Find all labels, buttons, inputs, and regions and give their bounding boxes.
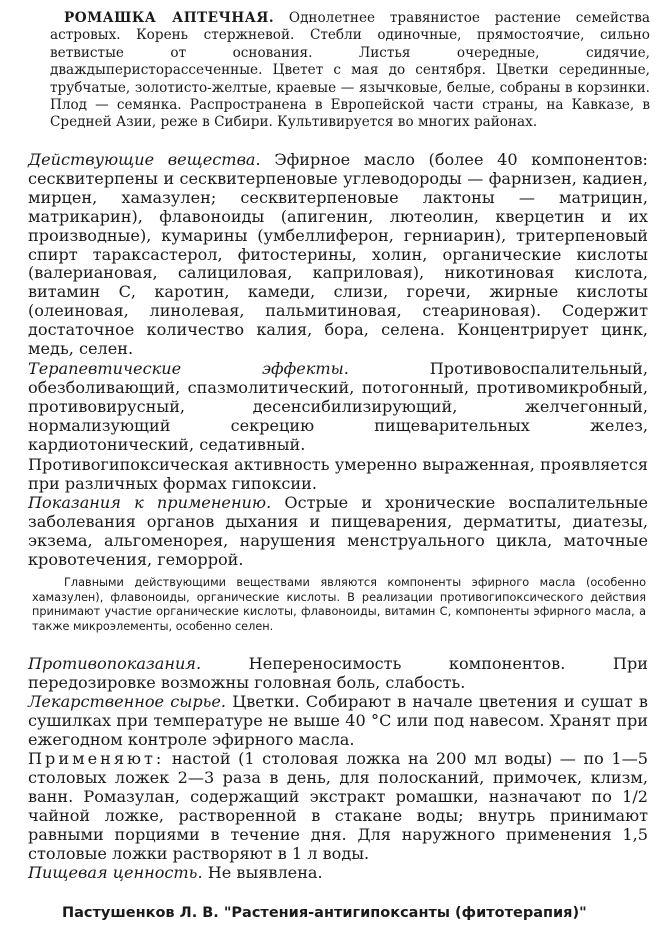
usage-heading: Применяют: — [28, 749, 165, 768]
contraindications-paragraph — [28, 655, 648, 693]
usage-text: настой (1 столовая ложка на 200 мл воды) — по 1—5 столовых ложек 2—3 раза в день, для полосканий, примочек, клизм, ванн. Ромазулан, содержащий экстракт ромашки, назначают по 1/2 чайной ложке, растворенной в стакане воды; внутрь принимают равными порциями в течение дня. Для наружного применения 1,5 столовые ложки растворяют в 1 л воды. — [28, 749, 648, 863]
intro-paragraph — [50, 10, 650, 132]
plant-title: РОМАШКА АПТЕЧНАЯ. — [64, 10, 275, 26]
therapeutic-effects-heading: Терапевтические эффекты. — [28, 359, 349, 378]
source-caption: Пастушенков Л. В. "Растения-антигипоксанты (фитотерапия)" — [62, 905, 587, 921]
therapeutic-effects-paragraph — [28, 360, 648, 455]
indications-paragraph — [28, 494, 648, 570]
contraindications-text: Непереносимость компонентов. При передозировке возможны головная боль, слабость. — [28, 654, 648, 692]
usage-paragraph — [28, 750, 648, 863]
note-paragraph — [32, 576, 646, 634]
contraindications-heading: Противопоказания. — [28, 654, 202, 673]
indications-heading: Показания к применению. — [28, 493, 272, 512]
antihypoxic-paragraph — [28, 456, 648, 494]
therapeutic-effects-text: Противовоспалительный, обезболивающий, спазмолитический, потогонный, противомикробный, противовирусный, десенсибилизирующий, желчегонный, нормализующий секрецию пищеварительных желез, кардиотонический, седативный. — [28, 359, 648, 454]
food-value-text: Не выявлена. — [207, 863, 323, 882]
active-substances-heading: Действующие вещества. — [28, 150, 261, 169]
raw-material-text: Цветки. Собирают в начале цветения и сушат в сушилках при температуре не выше 40 °С или под навесом. Хранят при ежегодном контроле эфирного масла. — [28, 692, 648, 749]
antihypoxic-text: Противогипоксическая активность умеренно выраженная, проявляется при различных формах гипоксии. — [28, 455, 648, 493]
plant-description: Однолетнее травянистое растение семейства астровых. Корень стержневой. Стебли одиночные, прямостоячие, сильно ветвистые от основания. Листья очередные, сидячие, дваждыперисторассеченные. Цветет с мая до сентября. Цветки серединные, трубчатые, золотисто-желтые, краевые — язычковые, белые, собраны в корзинки. Плод — семянка. Распространена в Европейской части страны, на Кавказе, в Средней Азии, реже в Сибири. Культивируется во многих районах. — [50, 10, 650, 131]
raw-material-heading: Лекарственное сырье. — [28, 692, 227, 711]
food-value-paragraph — [28, 864, 648, 883]
active-substances-text: Эфирное масло (более 40 компонентов: сесквитерпены и сесквитерпеновые углеводороды — фарнизен, кадиен, мирцен, хамазулен; сесквитерпеновые лактоны — матрицин, матрикарин), флавоноиды (апигенин, лютеолин, кверцетин и их производные), кумарины (умбеллиферон, герниарин), тритерпеновый спирт тараксастерол, фитостерины, холин, органические кислоты (валериановая, салициловая, каприловая), никотиновая кислота, витамин С, каротин, камеди, слизи, горечи, жирные кислоты (олеиновая, линолевая, пальмитиновая, стеариновая). Содержит достаточное количество калия, бора, селена. Концентрирует цинк, медь, селен. — [28, 150, 648, 359]
note-text: Главными действующими веществами являются компоненты эфирного масла (особенно хамазулен), флавоноиды, органические кислоты. В реализации противогипоксического действия принимают участие органические кислоты, флавоноиды, витамин С, компоненты эфирного масла, а также микроэлементы, особенно селен. — [32, 576, 646, 633]
active-substances-paragraph — [28, 151, 648, 359]
indications-text: Острые и хронические воспалительные заболевания органов дыхания и пищеварения, дерматиты, диатезы, экзема, альгоменорея, нарушения менструального цикла, маточные кровотечения, геморрой. — [28, 493, 648, 569]
food-value-heading: Пищевая ценность. — [28, 863, 203, 882]
raw-material-paragraph — [28, 693, 648, 750]
